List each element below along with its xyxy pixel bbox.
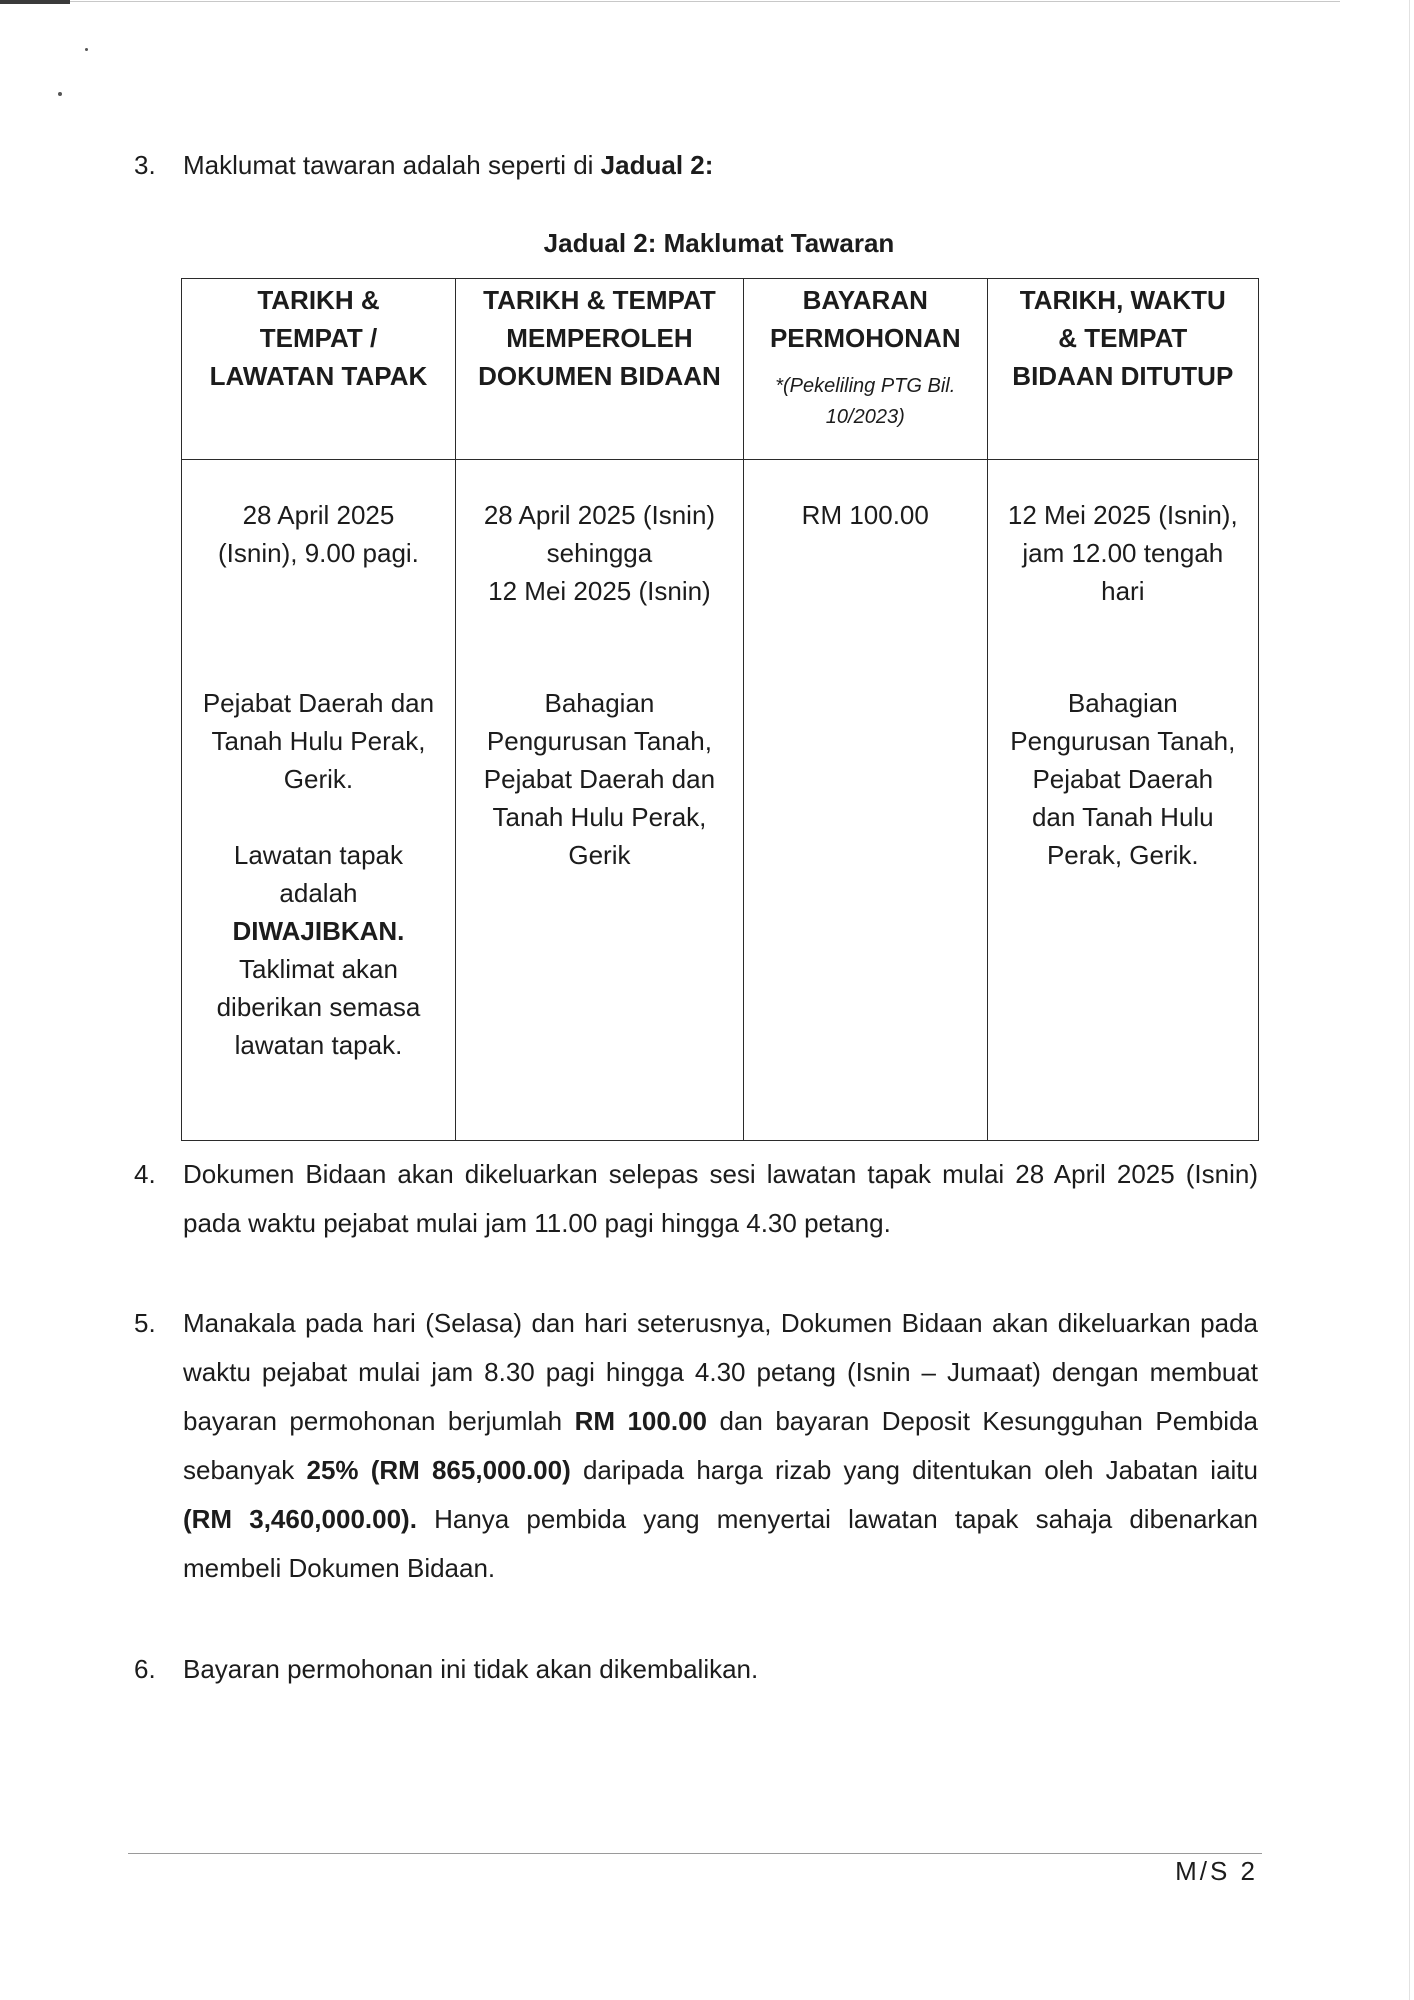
header-line: MEMPEROLEH — [506, 323, 693, 353]
header-line: DOKUMEN BIDAAN — [478, 361, 721, 391]
cell-bid-closing — [987, 460, 1258, 1141]
section-text: Bayaran permohonan ini tidak akan dikembalikan. — [183, 1654, 759, 1684]
scan-speck — [85, 48, 88, 51]
table-caption: Jadual 2: Maklumat Tawaran — [543, 228, 895, 258]
section-number: 3. — [134, 150, 156, 180]
cell-line: Bahagian — [1067, 688, 1178, 718]
cell-line: Tanah Hulu Perak, — [492, 802, 707, 832]
cell-line: adalah — [279, 878, 358, 908]
section-text — [183, 141, 1258, 190]
header-line: PERMOHONAN — [769, 323, 961, 353]
cell-line: Gerik. — [283, 764, 354, 794]
section-3 — [134, 141, 1258, 190]
cell-line: Pengurusan Tanah, — [1010, 726, 1236, 756]
cell-application-fee — [743, 460, 987, 1141]
cell-line: 12 Mei 2025 (Isnin) — [488, 576, 711, 606]
fee-amount-bold: RM 100.00 — [574, 1406, 707, 1436]
cell-site-visit — [182, 460, 456, 1141]
section-text: Dokumen Bidaan akan dikeluarkan selepas sesi lawatan tapak mulai 28 April 2025 (Isnin) pada waktu pejabat mulai jam 11.00 pagi hingga 4.30 petang. — [183, 1159, 1258, 1238]
cell-line: Pengurusan Tanah, — [486, 726, 712, 756]
cell-document-collection — [455, 460, 743, 1141]
scan-edge-line-right — [1409, 0, 1410, 2000]
header-application-fee — [743, 279, 987, 460]
header-site-visit — [182, 279, 456, 460]
offer-table — [181, 278, 1259, 1141]
scan-edge-line — [70, 1, 1340, 2]
footnote-line: *(Pekeliling PTG Bil. — [775, 375, 956, 397]
header-line: BIDAAN DITUTUP — [1012, 361, 1234, 391]
section-number: 6. — [134, 1654, 156, 1684]
table-header-row — [182, 279, 1259, 460]
header-line: & TEMPAT — [1058, 323, 1188, 353]
header-document-collection — [455, 279, 743, 460]
cell-line: (Isnin), 9.00 pagi. — [218, 538, 419, 568]
reserve-price-bold: (RM 3,460,000.00). — [183, 1504, 417, 1534]
text-segment: dan bayaran Deposit Kesungguhan Pembida sebanyak — [183, 1406, 1258, 1485]
cell-line: Pejabat Daerah — [1032, 764, 1214, 794]
cell-line: Perak, Gerik. — [1046, 840, 1199, 870]
header-line: BAYARAN — [802, 285, 928, 315]
footer-rule — [128, 1853, 1262, 1854]
text-segment: daripada harga rizab yang ditentukan oleh Jabatan iaitu — [570, 1455, 1258, 1485]
deposit-amount-bold: 25% (RM 865,000.00) — [306, 1455, 571, 1485]
cell-line: sehingga — [546, 538, 653, 568]
cell-line: lawatan tapak. — [234, 1030, 403, 1060]
cell-line: Pejabat Daerah dan — [483, 764, 716, 794]
header-line: TARIKH, WAKTU — [1019, 285, 1226, 315]
cell-line: hari — [1101, 576, 1145, 606]
scan-speck — [58, 92, 62, 96]
mandatory-label: DIWAJIBKAN. — [232, 916, 405, 946]
table-reference: Jadual 2: — [600, 150, 714, 180]
cell-line: Pejabat Daerah dan — [202, 688, 435, 718]
cell-line: 28 April 2025 — [242, 500, 395, 530]
cell-line: jam 12.00 tengah — [1022, 538, 1224, 568]
section-number: 4. — [134, 1159, 156, 1189]
section-text-plain: Maklumat tawaran adalah seperti di — [183, 150, 601, 180]
cell-line: Bahagian — [544, 688, 655, 718]
section-5 — [134, 1299, 1258, 1593]
header-bid-closing — [987, 279, 1258, 460]
cell-line: diberikan semasa — [216, 992, 421, 1022]
cell-line: 12 Mei 2025 (Isnin), — [1007, 500, 1238, 530]
section-6 — [134, 1645, 1258, 1694]
footnote-line: 10/2023) — [825, 406, 905, 428]
cell-line: Taklimat akan — [238, 954, 398, 984]
section-number: 5. — [134, 1308, 156, 1338]
header-line: TEMPAT / — [259, 323, 378, 353]
header-line: LAWATAN TAPAK — [209, 361, 428, 391]
header-line: TARIKH & — [257, 285, 380, 315]
text-segment: Manakala pada hari (Selasa) dan hari seterusnya, Dokumen Bidaan akan dikeluarkan pada waktu pejabat mulai jam 8.30 pagi hingga 4.30 petang (Isnin – Jumaat) dengan membuat bayaran permohonan berjumlah — [183, 1308, 1258, 1436]
section-4 — [134, 1150, 1258, 1248]
cell-line: Gerik — [568, 840, 631, 870]
cell-line: 28 April 2025 (Isnin) — [483, 500, 716, 530]
header-footnote — [750, 371, 981, 433]
scan-edge-mark — [0, 0, 70, 4]
header-line: TARIKH & TEMPAT — [483, 285, 716, 315]
cell-line: Lawatan tapak — [233, 840, 404, 870]
cell-line: dan Tanah Hulu — [1031, 802, 1214, 832]
section-text — [183, 1299, 1258, 1593]
table-row — [182, 460, 1259, 1141]
cell-line: Tanah Hulu Perak, — [211, 726, 426, 756]
text-segment: Hanya pembida yang menyertai lawatan tapak sahaja dibenarkan membeli Dokumen Bidaan. — [183, 1504, 1258, 1583]
fee-amount: RM 100.00 — [801, 500, 929, 530]
page-number: M/S 2 — [1175, 1856, 1258, 1886]
